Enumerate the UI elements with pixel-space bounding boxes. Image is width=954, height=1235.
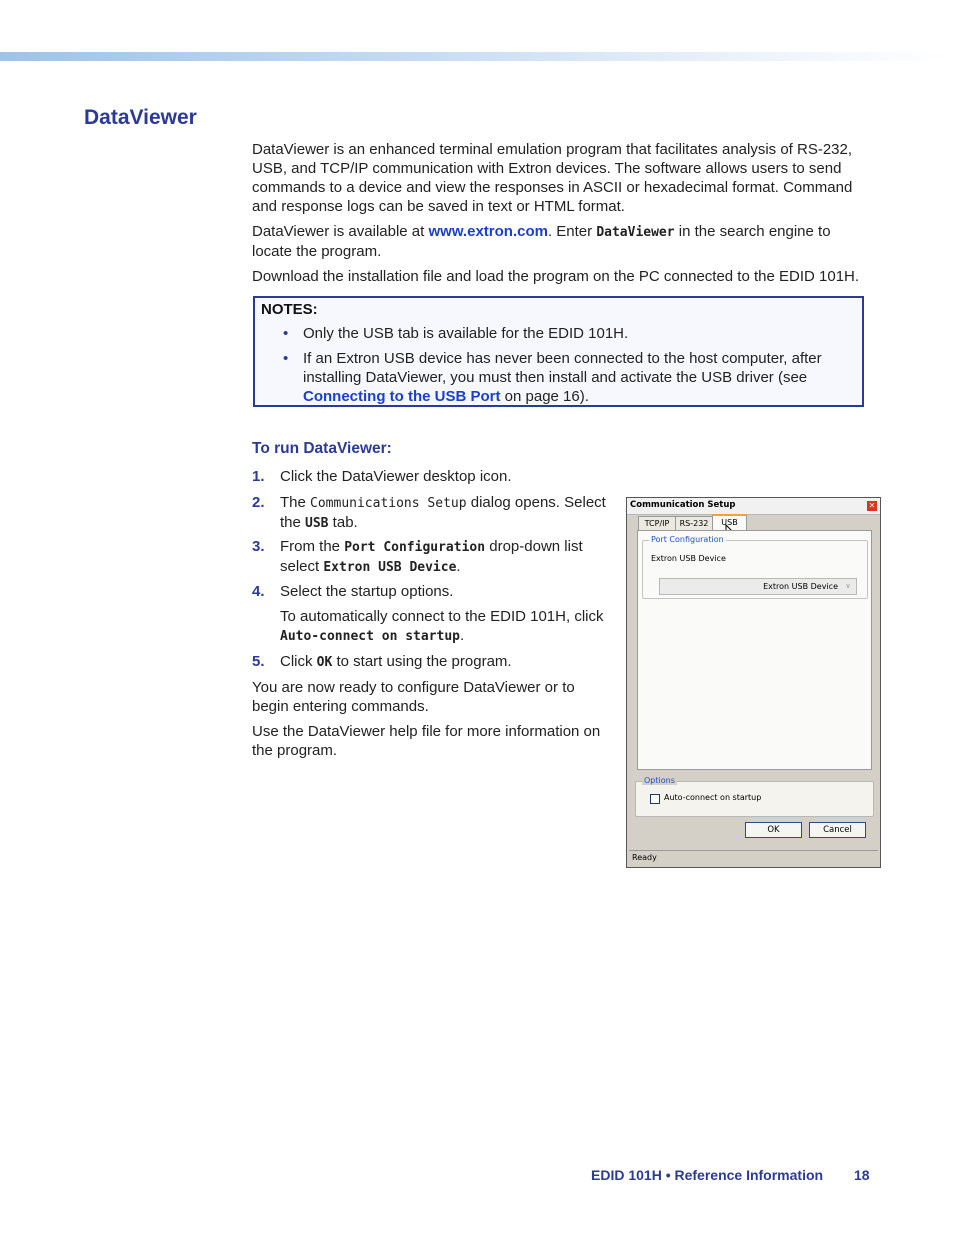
options-label: Options [644, 776, 675, 785]
port-configuration-group [642, 535, 868, 599]
autoconnect-label: Auto-connect on startup [664, 793, 762, 802]
download-paragraph: Download the installation file and load the program on the PC connected to the EDID 101H. [252, 268, 860, 285]
port-configuration-label: Port Configuration [651, 535, 724, 544]
ok-button[interactable]: OK [745, 822, 802, 838]
page-number: 18 [854, 1167, 870, 1183]
section-title: DataViewer [84, 106, 197, 129]
autoconnect-checkbox[interactable] [650, 794, 660, 804]
notes-box [253, 296, 864, 407]
intro-paragraph: DataViewer is an enhanced terminal emulation program that facilitates analysis of RS-232, USB, and TCP/IP communication with Extron devices. The software allows users to send commands to a device and view the responses in ASCII or hexadecimal format. Command and response logs can be saved in text or HTML format. [252, 141, 853, 215]
extron-link[interactable]: www.extron.com [428, 223, 548, 240]
tab-tcpip[interactable]: TCP/IP [638, 516, 676, 530]
cancel-button[interactable]: Cancel [809, 822, 866, 838]
usb-port-link[interactable]: Connecting to the USB Port [303, 388, 501, 405]
code-dataviewer: DataViewer [596, 225, 675, 240]
options-group [635, 776, 874, 817]
header-gradient-bar [0, 52, 954, 61]
tab-usb[interactable]: USB [712, 514, 747, 532]
usb-tab-panel [637, 530, 872, 770]
status-bar: Ready [629, 850, 878, 865]
bullet: • [283, 350, 289, 367]
dialog-titlebar [627, 498, 880, 515]
chevron-down-icon[interactable]: ∨ [845, 582, 851, 590]
footer-doc-title: EDID 101H • Reference Information [591, 1167, 824, 1183]
dropdown-value: Extron USB Device [763, 582, 838, 591]
communication-setup-dialog [626, 497, 881, 868]
notes-title: NOTES: [261, 301, 318, 318]
device-label: Extron USB Device [651, 554, 726, 563]
tab-rs232[interactable]: RS-232 [675, 516, 713, 530]
note-item-1: • Only the USB tab is available for the EDID 101H. [283, 325, 629, 342]
procedure-heading: To run DataViewer: [252, 440, 392, 457]
close-icon[interactable]: ✕ [868, 501, 876, 510]
port-dropdown[interactable] [659, 578, 857, 595]
availability-paragraph: DataViewer is available at www.extron.com. Enter DataViewer in the search engine to locate the program. [252, 223, 831, 260]
bullet: • [283, 325, 289, 342]
note-item-2: • If an Extron USB device has never been connected to the host computer, after installing DataViewer, you must then install and activate the USB driver (see Connecting to the USB Port on page 16). [283, 350, 822, 405]
dialog-title: Communication Setup [630, 500, 736, 510]
